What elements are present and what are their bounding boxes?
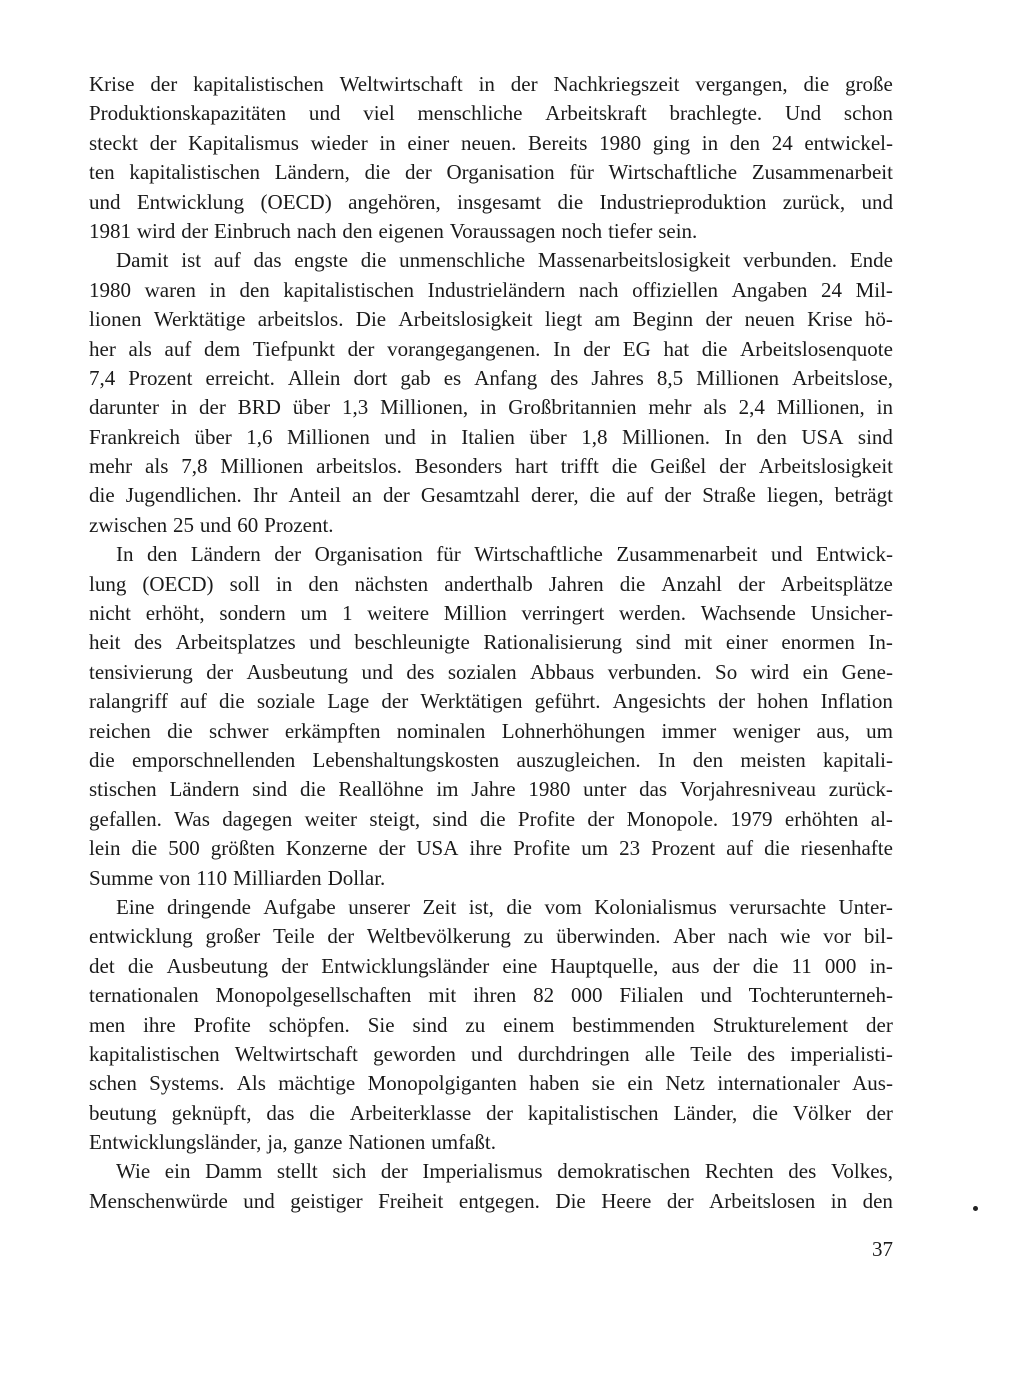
text-line: mehr als 7,8 Millionen arbeitslos. Besonders hart trifft die Geißel der Arbeitslosigkeit	[89, 454, 893, 479]
text-line: kapitalistischen Weltwirtschaft geworden und durchdringen alle Teile des imperialisti-	[89, 1041, 893, 1066]
text-line: Eine dringende Aufgabe unserer Zeit ist, die vom Kolonialismus verursachte Unter-	[116, 894, 893, 919]
text-line: lung (OECD) soll in den nächsten anderthalb Jahren die Anzahl der Arbeitsplätze	[89, 571, 893, 596]
text-line: stischen Ländern sind die Reallöhne im Jahre 1980 unter das Vorjahresniveau zurück-	[89, 777, 893, 802]
text-line: Entwicklungsländer, ja, ganze Nationen umfaßt.	[89, 1130, 496, 1155]
margin-mark	[973, 1206, 978, 1211]
text-line: ralangriff auf die soziale Lage der Werktätigen geführt. Angesichts der hohen Inflation	[89, 689, 893, 714]
text-line: lionen Werktätige arbeitslos. Die Arbeitslosigkeit liegt am Beginn der neuen Krise hö-	[89, 307, 893, 332]
text-line: Summe von 110 Milliarden Dollar.	[89, 865, 386, 890]
body-text	[89, 70, 893, 1216]
text-line: tensivierung der Ausbeutung und des sozialen Abbaus verbunden. So wird ein Gene-	[89, 659, 893, 684]
paragraph	[89, 1157, 893, 1216]
paragraph	[89, 893, 893, 1158]
text-line: Produktionskapazitäten und viel menschliche Arbeitskraft brachlegte. Und schon	[89, 101, 893, 126]
text-line: gefallen. Was dagegen weiter steigt, sind die Profite der Monopole. 1979 erhöhten al-	[89, 806, 893, 831]
text-line: Menschenwürde und geistiger Freiheit entgegen. Die Heere der Arbeitslosen in den	[89, 1188, 893, 1213]
text-line: In den Ländern der Organisation für Wirtschaftliche Zusammenarbeit und Entwick-	[116, 542, 893, 567]
text-line: det die Ausbeutung der Entwicklungsländer eine Hauptquelle, aus der die 11 000 in-	[89, 953, 893, 978]
paragraph	[89, 70, 893, 246]
text-line: lein die 500 größten Konzerne der USA ihre Profite um 23 Prozent auf die riesenhafte	[89, 836, 893, 861]
text-line: ten kapitalistischen Ländern, die der Organisation für Wirtschaftliche Zusammenarbeit	[89, 160, 893, 185]
text-line: schen Systems. Als mächtige Monopolgiganten haben sie ein Netz internationaler Aus-	[89, 1071, 893, 1096]
page-number: 37	[872, 1237, 893, 1261]
text-line: Damit ist auf das engste die unmenschliche Massenarbeitslosigkeit verbunden. Ende	[116, 248, 893, 273]
text-line: men ihre Profite schöpfen. Sie sind zu einem bestimmenden Strukturelement der	[89, 1012, 893, 1037]
text-line: her als auf dem Tiefpunkt der vorangegangenen. In der EG hat die Arbeitslosenquote	[89, 336, 893, 361]
text-line: entwicklung großer Teile der Weltbevölkerung zu überwinden. Aber nach wie vor bil-	[89, 924, 893, 949]
text-line: ternationalen Monopolgesellschaften mit ihren 82 000 Filialen und Tochterunterneh-	[89, 983, 893, 1008]
paragraph	[89, 246, 893, 540]
text-line: beutung geknüpft, das die Arbeiterklasse der kapitalistischen Länder, die Völker der	[89, 1100, 893, 1125]
text-line: 7,4 Prozent erreicht. Allein dort gab es Anfang des Jahres 8,5 Millionen Arbeitslose,	[89, 365, 893, 390]
text-line: zwischen 25 und 60 Prozent.	[89, 512, 334, 537]
text-line: darunter in der BRD über 1,3 Millionen, in Großbritannien mehr als 2,4 Millionen, in	[89, 395, 893, 420]
text-line: die emporschnellenden Lebenshaltungskosten auszugleichen. In den meisten kapitali-	[89, 747, 893, 772]
text-line: Frankreich über 1,6 Millionen und in Italien über 1,8 Millionen. In den USA sind	[89, 424, 893, 449]
text-line: heit des Arbeitsplatzes und beschleunigte Rationalisierung sind mit einer enormen In-	[89, 630, 893, 655]
text-line: und Entwicklung (OECD) angehören, insgesamt die Industrieproduktion zurück, und	[89, 189, 893, 214]
text-line: 1980 waren in den kapitalistischen Industrieländern nach offiziellen Angaben 24 Mil-	[89, 277, 893, 302]
text-line: steckt der Kapitalismus wieder in einer neuen. Bereits 1980 ging in den 24 entwickel-	[89, 130, 893, 155]
text-line: nicht erhöht, sondern um 1 weitere Million verringert werden. Wachsende Unsicher-	[89, 601, 893, 626]
text-line: 1981 wird der Einbruch nach den eigenen Voraussagen noch tiefer sein.	[89, 218, 698, 243]
text-line: reichen die schwer erkämpften nominalen Lohnerhöhungen immer weniger aus, um	[89, 718, 893, 743]
text-line: die Jugendlichen. Ihr Anteil an der Gesamtzahl derer, die auf der Straße liegen, beträgt	[89, 483, 893, 508]
text-line: Wie ein Damm stellt sich der Imperialismus demokratischen Rechten des Volkes,	[116, 1159, 893, 1184]
text-line: Krise der kapitalistischen Weltwirtschaft in der Nachkriegszeit vergangen, die große	[89, 72, 893, 96]
paragraph	[89, 540, 893, 893]
